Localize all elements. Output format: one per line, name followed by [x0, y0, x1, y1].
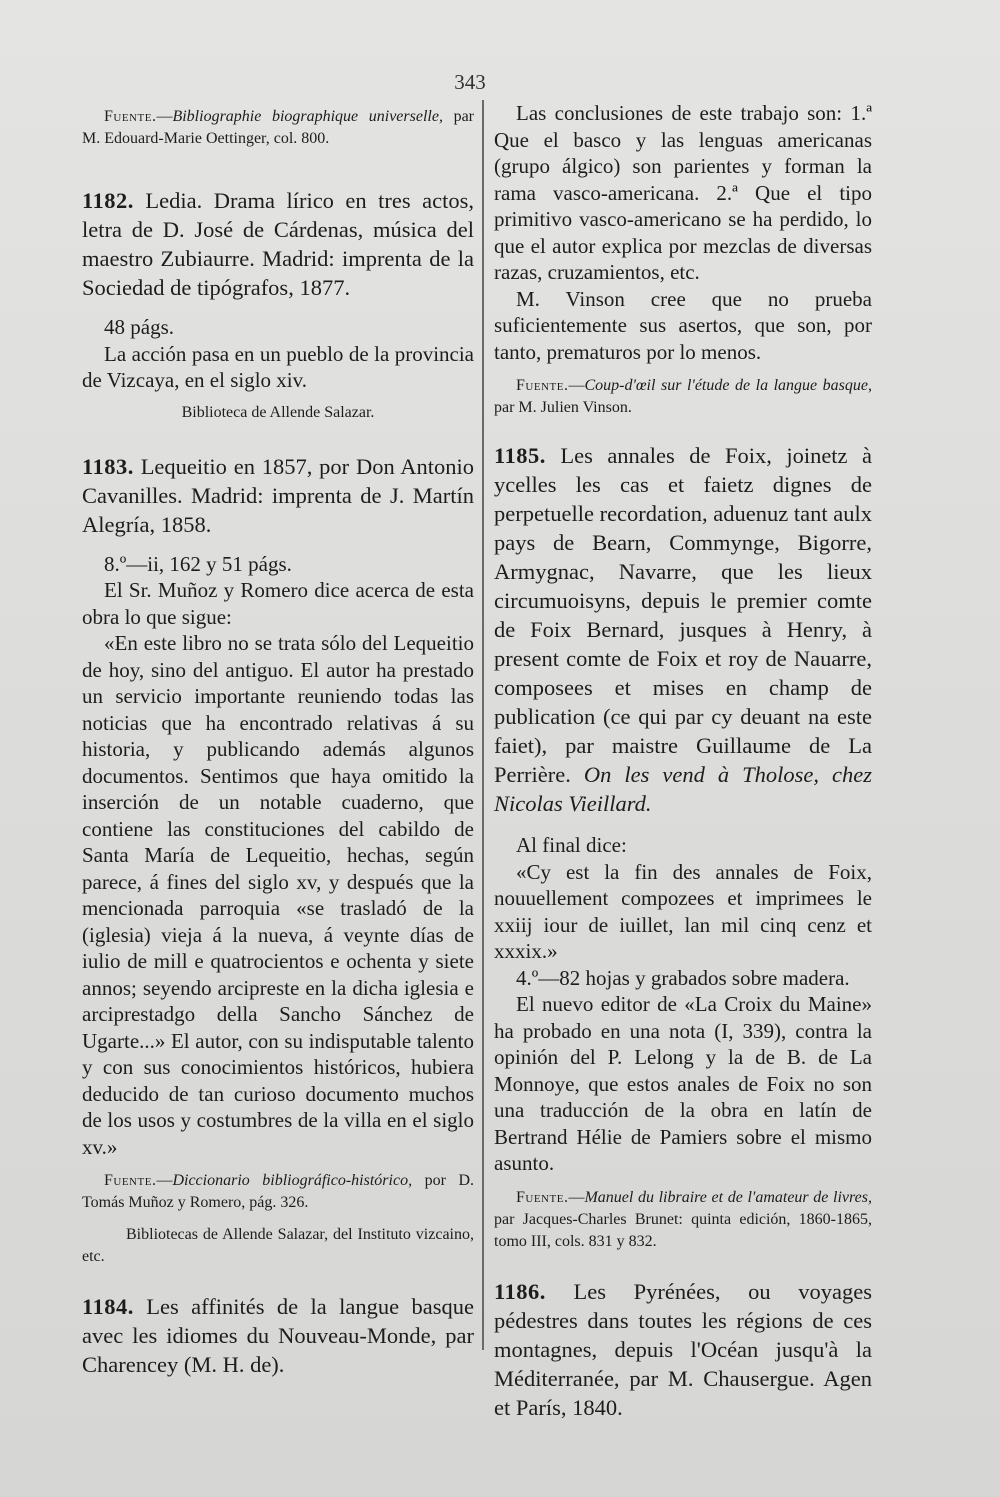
- entry-number: 1185.: [494, 443, 546, 468]
- entry-title-text: Les affinités de la langue basque avec les idiomes du Nouveau-Monde, par Charencey (M. H. de).: [82, 1294, 475, 1377]
- fuente-rest: par Jacques-Charles Brunet: quinta edición, 1860-1865, tomo III, cols. 831 y 832.: [494, 1210, 872, 1250]
- entry-1184: [82, 1292, 474, 1379]
- fuente-label: Fuente.: [516, 377, 569, 394]
- fuente-title: Manuel du libraire et de l'amateur de livres,: [584, 1188, 872, 1206]
- entry-pages: 48 págs.: [104, 315, 174, 339]
- fuente-title: Diccionario bibliográfico-histórico,: [172, 1172, 413, 1189]
- library-holding: Biblioteca de Allende Salazar.: [181, 403, 375, 421]
- fuente-citation-top: [82, 106, 474, 150]
- entry-vinson-note: M. Vinson cree que no prueba suficientemente sus asertos, que son, por tanto, prematuros por lo menos.: [494, 286, 872, 364]
- fuente-dash: —: [568, 1188, 585, 1206]
- entry-final-quote: «Cy est la fin des annales de Foix, nouuellement compozees et imprimees le xxiij iour de iuillet, lan mil cinq cenz et xxxix.»: [494, 859, 872, 963]
- entry-1184-continued: [494, 100, 872, 419]
- entry-1185: [494, 441, 872, 1253]
- fuente-dash: —: [156, 1172, 173, 1189]
- fuente-rest: par M. Julien Vinson.: [494, 399, 632, 416]
- entry-title: [82, 186, 474, 302]
- entry-number: 1183.: [82, 453, 134, 479]
- entry-format: 4.º—82 hojas y grabados sobre madera.: [516, 965, 850, 990]
- entry-conclusions: Las conclusiones de este trabajo son: 1.ª Que el basco y las lenguas americanas (grupo álgico) son parientes y forman la rama vasco-americana. 2.ª Que el tipo primitivo vasco-americano se ha perdido, lo que el autor explica por mezclas de diversas razas, cruzamientos, etc.: [494, 101, 872, 284]
- entry-1186: [494, 1277, 872, 1422]
- right-column: [494, 100, 872, 1422]
- entry-title: [82, 1292, 474, 1379]
- fuente-rest: par M. Edouard-Marie Oettinger, col. 800.: [82, 108, 475, 147]
- entry-title: [494, 441, 872, 818]
- entry-number: 1186.: [494, 1278, 546, 1304]
- entry-note: La acción pasa en un pueblo de la provincia de Vizcaya, en el siglo xiv.: [82, 341, 474, 392]
- library-holding: Bibliotecas de Allende Salazar, del Instituto vizcaino, etc.: [82, 1226, 474, 1265]
- page-number: 343: [454, 70, 486, 94]
- entry-title-text: Lequeitio en 1857, por Don Antonio Cavanilles. Madrid: imprenta de J. Martín Alegría, 1858.: [82, 453, 474, 537]
- fuente-dash: —: [568, 377, 585, 394]
- fuente-label: Fuente.: [516, 1188, 569, 1206]
- fuente-label: Fuente.: [104, 1172, 157, 1189]
- entry-final-intro: Al final dice:: [516, 833, 627, 857]
- entry-title-text: Les Pyrénées, ou voyages pédestres dans toutes les régions de ces montagnes, depuis l'Océan jusqu'à la Méditerranée, par M. Chausergue. Agen et París, 1840.: [494, 1278, 872, 1420]
- entry-quote: «En este libro no se trata sólo del Lequeitio de hoy, sino del antiguo. El autor ha prestado un servicio importante reuniendo todas las noticias que ha encontrado relativas á su historia, y publicando además algunos documentos. Sentimos que haya omitido la inserción de un notable cuaderno, que contiene las constituciones del cabildo de Santa María de Lequeitio, hechas, según parece, á fines del siglo xv, y después que la mencionada parroquia «se trasladó de la (iglesia) vieja á la nueva, á veynte días de iulio de mill e quatrocientos e ochenta y siete annos; seyendo arcipreste en la dicha iglesia e arciprestadgo della Sancho Sánchez de Ugarte...» El autor, con su indisputable talento y con sus conocimientos históricos, hubiera deducido de tan curioso documento muchos de los usos y costumbres de la villa en el siglo xv.»: [82, 631, 474, 1159]
- fuente-citation: [494, 375, 872, 419]
- entry-1183: [82, 452, 474, 1269]
- fuente-rest: por D. Tomás Muñoz y Romero, pág. 326.: [82, 1172, 475, 1211]
- entry-number: 1182.: [82, 188, 134, 213]
- entry-title-text: Ledia. Drama lírico en tres actos, letra de D. José de Cárdenas, música del maestro Zubiaurre. Madrid: imprenta de la Sociedad de tipógrafos, 1877.: [82, 188, 474, 300]
- fuente-dash: —: [156, 108, 173, 125]
- entry-pages: 8.º—ii, 162 y 51 págs.: [104, 551, 292, 576]
- entry-title-imprint: On les vend à Tholose, chez Nicolas Vieillard.: [494, 762, 872, 816]
- entry-note: El nuevo editor de «La Croix du Maine» ha probado en una nota (I, 339), contra la opinión del P. Lelong y la de B. de La Monnoye, que estos anales de Foix no son una traducción de la obra en latín de Bertrand Hélie de Pamiers sobre el mismo asunto.: [494, 992, 872, 1175]
- fuente-label: Fuente.: [104, 108, 157, 125]
- fuente-title: Coup-d'œil sur l'étude de la langue basque,: [584, 377, 872, 394]
- column-divider: [482, 100, 484, 1350]
- entry-title-text: Les annales de Foix, joinetz à ycelles les cas et faietz dignes de perpetuelle recordation, aduenuz tant aulx pays de Bearn, Commynge, Bigorre, Armygnac, Navarre, que les lieux circumuoisyns, depuis le premier comte de Foix Bernard, jusques à Henry, à present comte de Foix et roy de Nauarre, composees et mises en champ de publication (ce qui par cy deuant na este faiet), par maistre Guillaume de La Perrière.: [494, 443, 872, 787]
- fuente-title: Bibliographie biographique universelle,: [172, 108, 443, 125]
- entry-title: [82, 452, 474, 539]
- entry-intro: El Sr. Muñoz y Romero dice acerca de esta obra lo que sigue:: [82, 578, 474, 629]
- left-column: [82, 100, 474, 1379]
- fuente-citation: [494, 1187, 872, 1253]
- fuente-citation: [82, 1170, 474, 1214]
- entry-1182: [82, 186, 474, 424]
- entry-title: [494, 1277, 872, 1422]
- entry-number: 1184.: [82, 1294, 134, 1319]
